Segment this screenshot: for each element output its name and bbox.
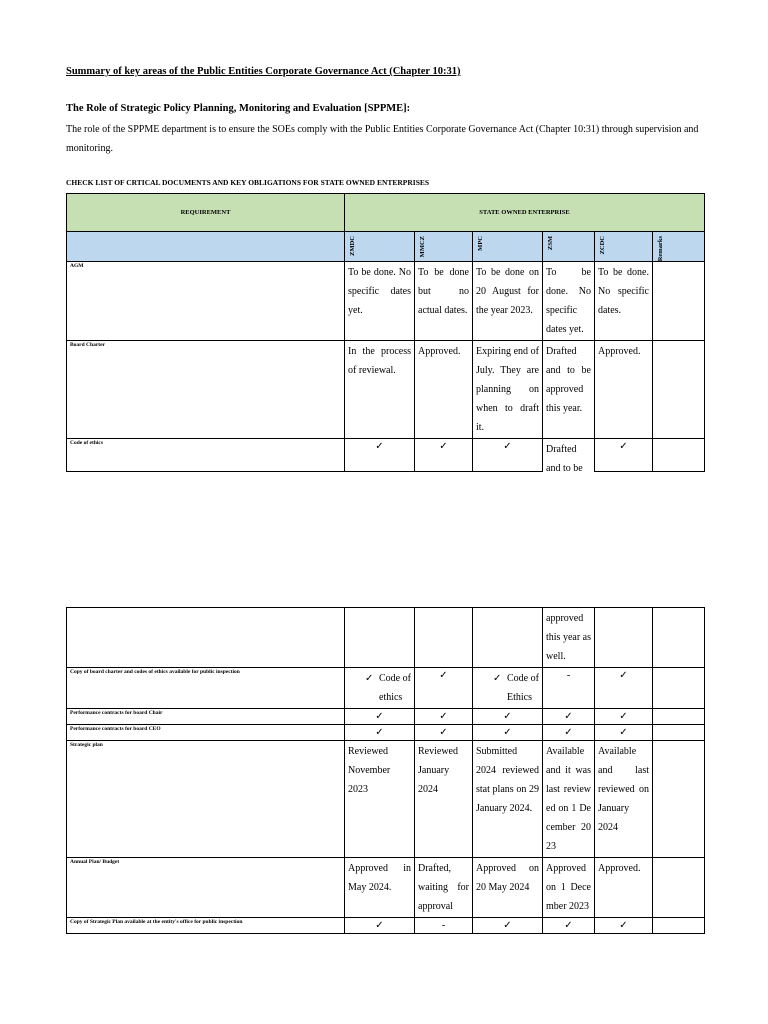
cell-zcdc: Available and last reviewed on January 2024 [595, 741, 653, 858]
requirement-label: Copy of Strategic Plan available at the entity's office for public inspection [67, 918, 345, 934]
role-heading: The Role of Strategic Policy Planning, Monitoring and Evaluation [SPPME]: [66, 103, 411, 114]
requirement-label: Code of ethics [67, 439, 345, 472]
cell-mpc [473, 608, 543, 668]
cell-remarks [653, 341, 705, 439]
column-header-zcdc: ZCDC [595, 232, 653, 262]
cell-zmdc: To be done. No specific dates yet. [345, 262, 415, 341]
table-row-agm [67, 262, 705, 341]
requirement-label: Board Charter [67, 341, 345, 439]
soe-header: STATE OWNED ENTERPRISE [345, 194, 705, 232]
checkmark-mmcz: ✓ [415, 439, 473, 472]
checkmark-mmcz: ✓ [415, 668, 473, 709]
cell-mpc: Submitted 2024 reviewed stat plans on 29 January 2024. [473, 741, 543, 858]
cell-remarks [653, 918, 705, 934]
cell-mmcz: Drafted, waiting for approval [415, 858, 473, 918]
table-row-perf-chair [67, 709, 705, 725]
checkmark-icon: ✓ [493, 673, 502, 684]
cell-zsm: Drafted and to be approved this year. [543, 341, 595, 439]
requirement-header: REQUIREMENT [67, 194, 345, 232]
cell-zmdc: In the process of reviewal. [345, 341, 415, 439]
checklist-table-part-2 [66, 607, 705, 934]
table-row-perf-ceo [67, 725, 705, 741]
requirement-label: AGM [67, 262, 345, 341]
subheader-empty-cell [67, 232, 345, 262]
cell-zcdc: To be done. No specific dates. [595, 262, 653, 341]
requirement-label: Performance contracts for board Chair [67, 709, 345, 725]
cell-zmdc [345, 608, 415, 668]
requirement-label: Performance contracts for board CEO [67, 725, 345, 741]
cell-mpc: Expiring end of July. They are planning on when to draft it. [473, 341, 543, 439]
cell-mpc: To be done on 20 August for the year 2023. [473, 262, 543, 341]
table-row-annual-plan [67, 858, 705, 918]
checkmark-mpc: ✓ [473, 709, 543, 725]
cell-zsm: To be done. No specific dates yet. [543, 262, 595, 341]
column-header-remarks: Remarks [653, 232, 705, 262]
cell-remarks [653, 725, 705, 741]
cell-remarks [653, 668, 705, 709]
checkmark-mpc: ✓ [473, 725, 543, 741]
requirement-label-empty [67, 608, 345, 668]
checkmark-mmcz: ✓ [415, 725, 473, 741]
column-header-mpc: MPC [473, 232, 543, 262]
cell-mmcz: To be done but no actual dates. [415, 262, 473, 341]
table-row-code-of-ethics [67, 439, 705, 472]
role-text: The role of the SPPME department is to ensure the SOEs comply with the Public Entities Corporate Governance Act (Chapter 10:31) through supervision and monitoring. [66, 124, 699, 154]
cell-zsm: - [543, 668, 595, 709]
checkmark-zsm: ✓ [543, 918, 595, 934]
checkmark-zmdc: ✓ [345, 709, 415, 725]
cell-mmcz: Reviewed January 2024 [415, 741, 473, 858]
checkmark-zcdc: ✓ [595, 439, 653, 472]
cell-mpc: Approved on 20 May 2024 [473, 858, 543, 918]
checkmark-mpc: ✓ [473, 918, 543, 934]
cell-zcdc: Approved. [595, 341, 653, 439]
checkmark-zcdc: ✓ [595, 668, 653, 709]
cell-zmdc: ✓ Code of ethics [345, 668, 415, 709]
table-row-code-of-ethics-continued [67, 608, 705, 668]
checkmark-icon: ✓ [365, 673, 374, 684]
column-header-mmcz: MMCZ [415, 232, 473, 262]
checklist-table-part-1 [66, 193, 705, 472]
checklist-heading: CHECK LIST OF CRTICAL DOCUMENTS AND KEY OBLIGATIONS FOR STATE OWNED ENTERPRISES [66, 178, 430, 187]
checkmark-zmdc: ✓ [345, 725, 415, 741]
checkmark-zmdc: ✓ [345, 918, 415, 934]
cell-zsm: Available and it was last reviewed on 1 December 2023 [543, 741, 595, 858]
cell-zsm: Drafted and to be [546, 444, 583, 471]
cell-mmcz: Approved. [415, 341, 473, 439]
cell-remarks [653, 608, 705, 668]
checkmark-zmdc: ✓ [345, 439, 415, 472]
table-row-public-inspection [67, 668, 705, 709]
checkmark-zcdc: ✓ [595, 725, 653, 741]
cell-remarks [653, 262, 705, 341]
requirement-label: Annual Plan/ Budget [67, 858, 345, 918]
cell-mpc: ✓ Code of Ethics [473, 668, 543, 709]
requirement-label: Strategic plan [67, 741, 345, 858]
requirement-label: Copy of board charter and codes of ethics available for public inspection [67, 668, 345, 709]
cell-remarks [653, 709, 705, 725]
table-row-board-charter [67, 341, 705, 439]
cell-remarks [653, 741, 705, 858]
cell-mmcz: - [415, 918, 473, 934]
cell-remarks [653, 439, 705, 472]
cell-zmdc: Reviewed November 2023 [345, 741, 415, 858]
document-title: Summary of key areas of the Public Entities Corporate Governance Act (Chapter 10:31) [66, 66, 461, 77]
table-row-strategic-copy [67, 918, 705, 934]
checkmark-mpc: ✓ [473, 439, 543, 472]
column-header-zmdc: ZMDC [345, 232, 415, 262]
checkmark-zcdc: ✓ [595, 918, 653, 934]
checkmark-zcdc: ✓ [595, 709, 653, 725]
cell-zmdc: Approved in May 2024. [345, 858, 415, 918]
column-header-zsm: ZSM [543, 232, 595, 262]
checkmark-zsm: ✓ [543, 725, 595, 741]
table-row-strategic-plan [67, 741, 705, 858]
cell-zcdc [595, 608, 653, 668]
checkmark-mmcz: ✓ [415, 709, 473, 725]
cell-mmcz [415, 608, 473, 668]
checkmark-zsm: ✓ [543, 709, 595, 725]
cell-zsm: Approved on 1 December 2023 [543, 858, 595, 918]
cell-zcdc: Approved. [595, 858, 653, 918]
cell-remarks [653, 858, 705, 918]
cell-zsm: approved this year as well. [543, 608, 595, 668]
